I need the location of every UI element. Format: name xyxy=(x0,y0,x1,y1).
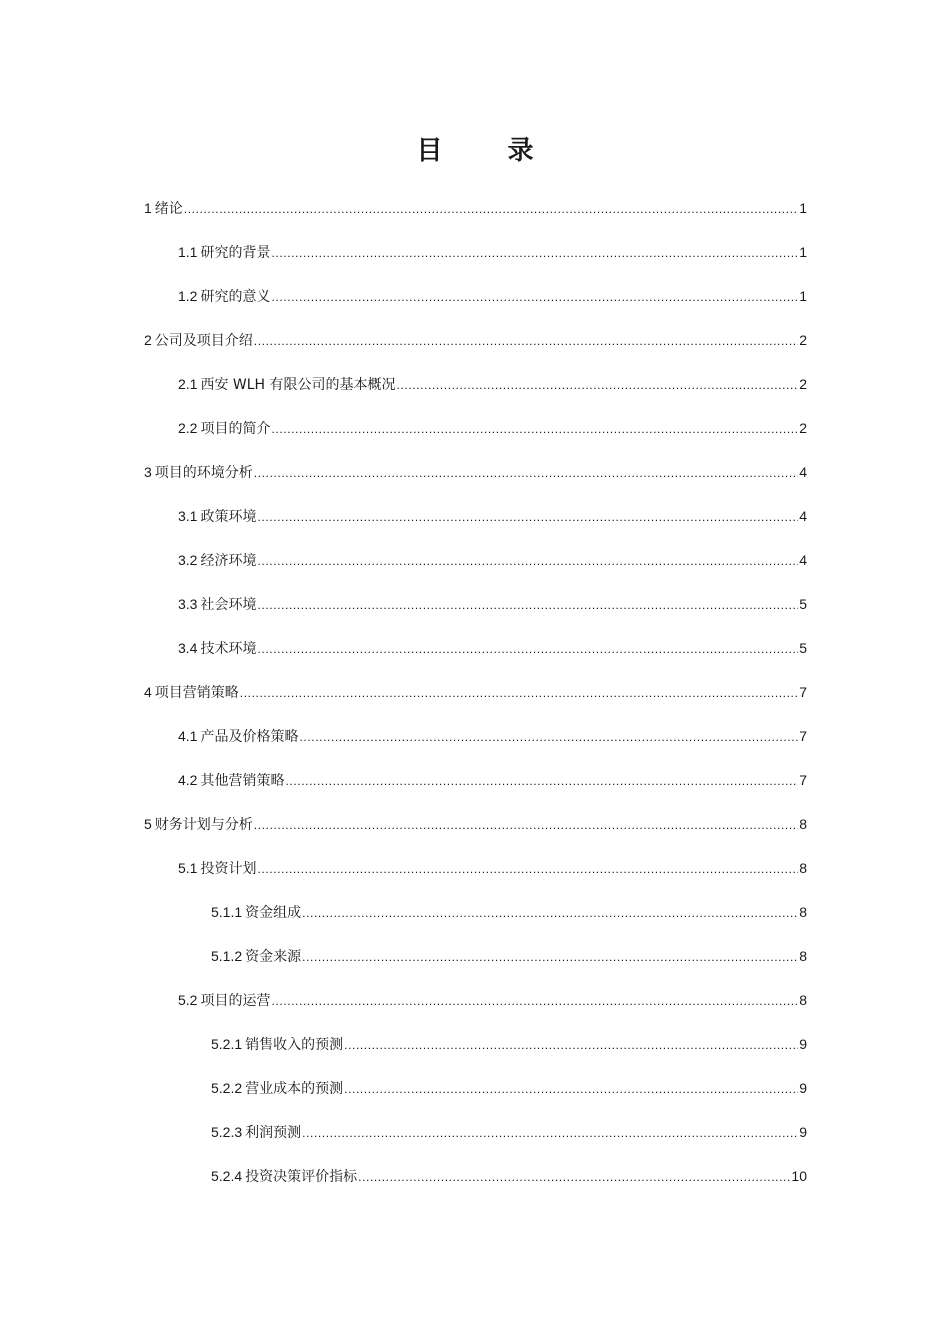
toc-entry-number: 1 xyxy=(144,200,152,216)
toc-entry-number: 1.1 xyxy=(178,244,198,260)
toc-entry-label: 销售收入的预测 xyxy=(245,1037,344,1053)
toc-entry[interactable] xyxy=(178,372,807,396)
toc-entry-page: 2 xyxy=(799,376,807,392)
toc-entry[interactable] xyxy=(144,812,807,836)
toc-entry-page: 7 xyxy=(799,684,807,700)
toc-dot-leader xyxy=(344,1077,798,1101)
toc-entry[interactable] xyxy=(178,856,807,880)
toc-entry-page: 1 xyxy=(799,200,807,216)
toc-entry-number: 4 xyxy=(144,684,152,700)
toc-entry-page: 8 xyxy=(799,904,807,920)
toc-entry-number: 5 xyxy=(144,816,152,832)
toc-entry-page: 9 xyxy=(799,1036,807,1052)
toc-entry-page: 7 xyxy=(799,772,807,788)
toc-dot-leader xyxy=(257,549,798,573)
toc-entry-label: 经济环境 xyxy=(200,553,257,569)
toc-entry[interactable] xyxy=(211,1076,807,1100)
toc-entry[interactable] xyxy=(144,680,807,704)
toc-entry-page: 5 xyxy=(799,640,807,656)
toc-entry-page: 1 xyxy=(799,288,807,304)
toc-entry-page: 5 xyxy=(799,596,807,612)
toc-entry-page: 9 xyxy=(799,1124,807,1140)
toc-entry-number: 5.2.1 xyxy=(211,1036,243,1052)
toc-entry-number: 2.2 xyxy=(178,420,198,436)
toc-entry-label: 投资计划 xyxy=(200,861,257,877)
toc-entry-number: 3.1 xyxy=(178,508,198,524)
toc-entry-label: 公司及项目介绍 xyxy=(154,333,253,349)
toc-entry[interactable] xyxy=(178,240,807,264)
toc-entry-page: 4 xyxy=(799,508,807,524)
toc-entry[interactable] xyxy=(211,1164,807,1188)
toc-entry-page: 2 xyxy=(799,332,807,348)
toc-entry[interactable] xyxy=(178,504,807,528)
toc-entry-page: 2 xyxy=(799,420,807,436)
toc-entry-page: 10 xyxy=(791,1168,807,1184)
toc-dot-leader xyxy=(257,637,798,661)
toc-dot-leader xyxy=(302,945,798,969)
toc-entry-number: 5.2.2 xyxy=(211,1080,243,1096)
toc-entry-page: 8 xyxy=(799,992,807,1008)
toc-dot-leader xyxy=(302,1121,798,1145)
toc-entry[interactable] xyxy=(144,460,807,484)
toc-entry-number: 1.2 xyxy=(178,288,198,304)
toc-dot-leader xyxy=(271,241,798,265)
toc-entry-label: 绪论 xyxy=(154,201,183,217)
toc-dot-leader xyxy=(271,417,798,441)
toc-entry-number: 4.1 xyxy=(178,728,198,744)
toc-dot-leader xyxy=(254,329,798,353)
toc-entry[interactable] xyxy=(178,636,807,660)
toc-entry[interactable] xyxy=(178,416,807,440)
toc-entry-label: 利润预测 xyxy=(245,1125,302,1141)
toc-entry[interactable] xyxy=(178,724,807,748)
toc-dot-leader xyxy=(240,681,798,705)
toc-entry-label: 社会环境 xyxy=(200,597,257,613)
toc-entry-label: 其他营销策略 xyxy=(200,773,285,789)
toc-entry-label: 资金组成 xyxy=(245,905,302,921)
toc-entry[interactable] xyxy=(178,592,807,616)
toc-entry[interactable] xyxy=(178,988,807,1012)
toc-entry-label: 技术环境 xyxy=(200,641,257,657)
toc-entry-page: 8 xyxy=(799,860,807,876)
toc-entry[interactable] xyxy=(178,548,807,572)
toc-entry-label: 项目的环境分析 xyxy=(154,465,253,481)
toc-dot-leader xyxy=(257,505,798,529)
toc-entry-page: 1 xyxy=(799,244,807,260)
toc-entry-page: 8 xyxy=(799,816,807,832)
toc-dot-leader xyxy=(271,285,798,309)
toc-entry[interactable] xyxy=(211,900,807,924)
toc-dot-leader xyxy=(184,197,798,221)
toc-dot-leader xyxy=(302,901,798,925)
toc-entry-number: 5.1.1 xyxy=(211,904,243,920)
toc-entry-number: 4.2 xyxy=(178,772,198,788)
toc-entry[interactable] xyxy=(211,1120,807,1144)
toc-entry-number: 5.2 xyxy=(178,992,198,1008)
toc-entry[interactable] xyxy=(211,944,807,968)
toc-entry-label: 西安 WLH 有限公司的基本概况 xyxy=(200,377,396,393)
page-title: 目 录 xyxy=(416,136,562,166)
toc-entry-number: 2 xyxy=(144,332,152,348)
toc-entry-page: 7 xyxy=(799,728,807,744)
toc-entry[interactable] xyxy=(144,196,807,220)
toc-entry-page: 9 xyxy=(799,1080,807,1096)
toc-entry[interactable] xyxy=(178,768,807,792)
toc-entry-number: 5.1.2 xyxy=(211,948,243,964)
toc-dot-leader xyxy=(257,593,798,617)
toc-entry-number: 5.2.4 xyxy=(211,1168,243,1184)
toc-dot-leader xyxy=(257,857,798,881)
toc-entry-label: 产品及价格策略 xyxy=(200,729,299,745)
toc-entry-label: 投资决策评价指标 xyxy=(245,1169,358,1185)
toc-entry[interactable] xyxy=(144,328,807,352)
toc-entry-number: 2.1 xyxy=(178,376,198,392)
toc-entry-number: 5.1 xyxy=(178,860,198,876)
toc-entry-number: 3 xyxy=(144,464,152,480)
toc-dot-leader xyxy=(271,989,798,1013)
toc-entry-page: 4 xyxy=(799,552,807,568)
toc-entry-label: 项目的运营 xyxy=(200,993,271,1009)
toc-entry-label: 资金来源 xyxy=(245,949,302,965)
toc-dot-leader xyxy=(344,1033,798,1057)
toc-entry-number: 5.2.3 xyxy=(211,1124,243,1140)
toc-entry-label: 财务计划与分析 xyxy=(154,817,253,833)
toc-entry-page: 8 xyxy=(799,948,807,964)
toc-dot-leader xyxy=(254,461,798,485)
toc-dot-leader xyxy=(285,769,798,793)
toc-entry-number: 3.4 xyxy=(178,640,198,656)
toc-entry-label: 政策环境 xyxy=(200,509,257,525)
toc-dot-leader xyxy=(358,1165,790,1189)
toc-entry[interactable] xyxy=(211,1032,807,1056)
toc-entry-page: 4 xyxy=(799,464,807,480)
toc-dot-leader xyxy=(299,725,798,749)
toc-entry-label: 研究的意义 xyxy=(200,289,271,305)
toc-entry-label: 营业成本的预测 xyxy=(245,1081,344,1097)
toc-entry[interactable] xyxy=(178,284,807,308)
toc-dot-leader xyxy=(254,813,798,837)
toc-dot-leader xyxy=(397,373,799,397)
toc-entry-label: 项目营销策略 xyxy=(154,685,239,701)
toc-entry-number: 3.3 xyxy=(178,596,198,612)
toc-entry-label: 项目的简介 xyxy=(200,421,271,437)
toc-entry-label: 研究的背景 xyxy=(200,245,271,261)
toc-entry-number: 3.2 xyxy=(178,552,198,568)
